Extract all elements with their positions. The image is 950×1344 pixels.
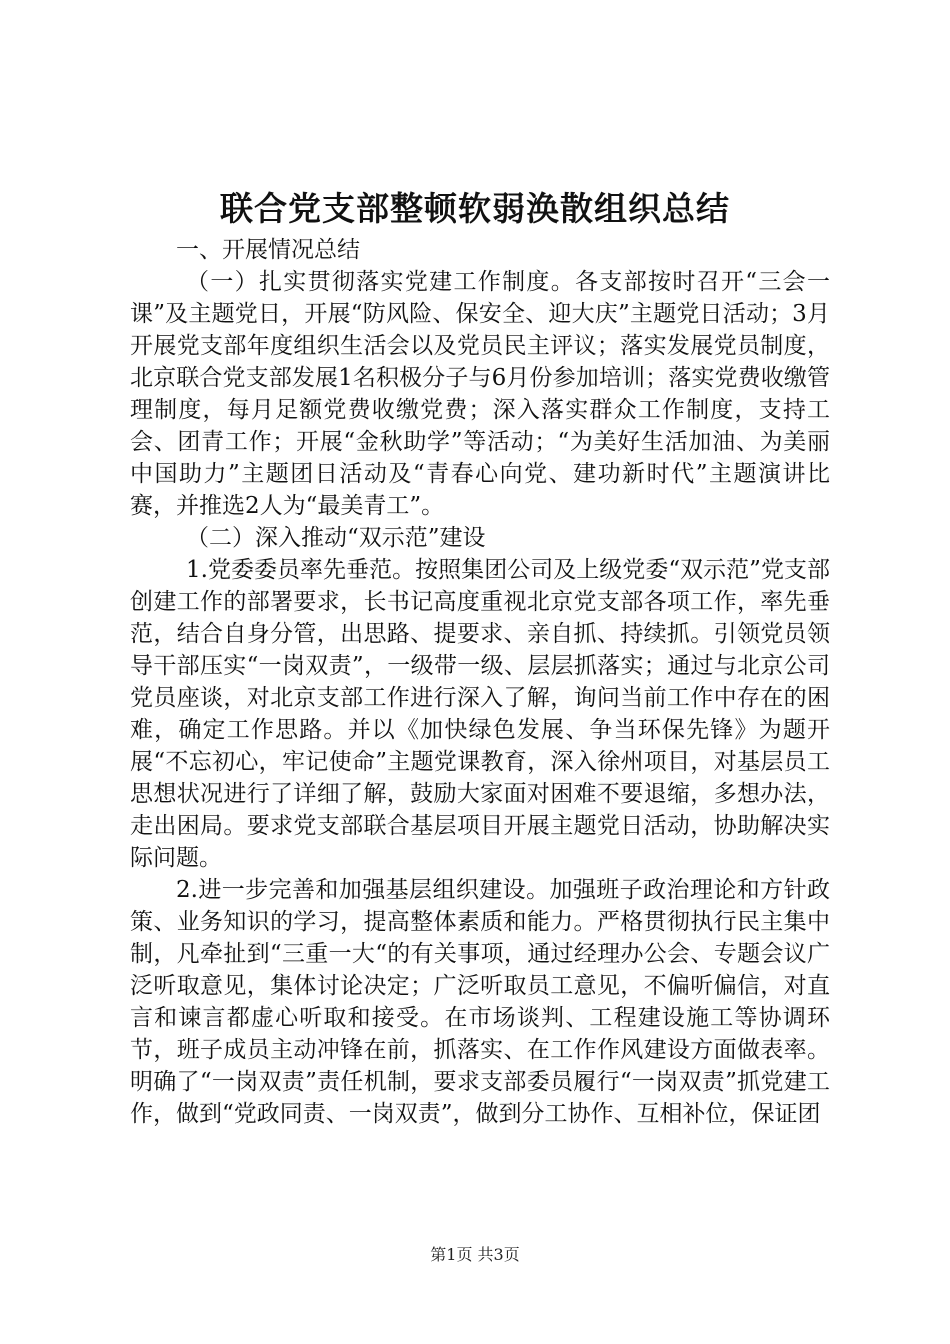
paragraph: 2.进一步完善和加强基层组织建设。加强班子政治理论和方针政策、业务知识的学习，提高整体素质和能力。严格贯彻执行民主集中制，凡牵扯到“三重一大“的有关事项，通过经理办公会、专题会议广泛听取意见，集体讨论决定；广泛听取员工意见，不偏听偏信，对直言和谏言都虚心听取和接受。在市场谈判、工程建设施工等协调环节，班子成员主动冲锋在前，抓落实、在工作作风建设方面做表率。明确了“一岗双责”责任机制，要求支部委员履行“一岗双责”抓党建工作，做到“党政同责、一岗双责”，做到分工协作、互相补位，保证团 [130, 877, 830, 1127]
document-title: 联合党支部整顿软弱涣散组织总结 [220, 189, 730, 228]
subsection-heading: （二）深入推动“双示范”建设 [186, 525, 486, 551]
paragraph: 1.党委委员率先垂范。按照集团公司及上级党委“双示范”党支部创建工作的部署要求，长书记高度重视北京党支部各项工作，率先垂范，结合自身分管，出思路、提要求、亲自抓、持续抓。引领党员领导干部压实“一岗双责”，一级带一级、层层抓落实；通过与北京公司党员座谈，对北京支部工作进行深入了解，询问当前工作中存在的困难，确定工作思路。并以《加快绿色发展、争当环保先锋》为题开展“不忘初心，牢记使命”主题党课教育，深入徐州项目，对基层员工思想状况进行了详细了解，鼓励大家面对困难不要退缩，多想办法，走出困局。要求党支部联合基层项目开展主题党日活动，协助解决实际问题。 [130, 557, 830, 871]
document-body [130, 234, 830, 1130]
paragraph: （一）扎实贯彻落实党建工作制度。各支部按时召开“三会一课”及主题党日，开展“防风险、保安全、迎大庆”主题党日活动；3月开展党支部年度组织生活会以及党员民主评议；落实发展党员制度，北京联合党支部发展1名积极分子与6月份参加培训；落实党费收缴管理制度，每月足额党费收缴党费；深入落实群众工作制度，支持工会、团青工作；开展“金秋助学”等活动；“为美好生活加油、为美丽中国助力”主题团日活动及“青春心向党、建功新时代”主题演讲比赛，并推选2人为“最美青工”。 [130, 269, 830, 519]
page-footer: 第1页 共3页 [430, 1245, 520, 1264]
section-heading: 一、开展情况总结 [176, 237, 360, 263]
